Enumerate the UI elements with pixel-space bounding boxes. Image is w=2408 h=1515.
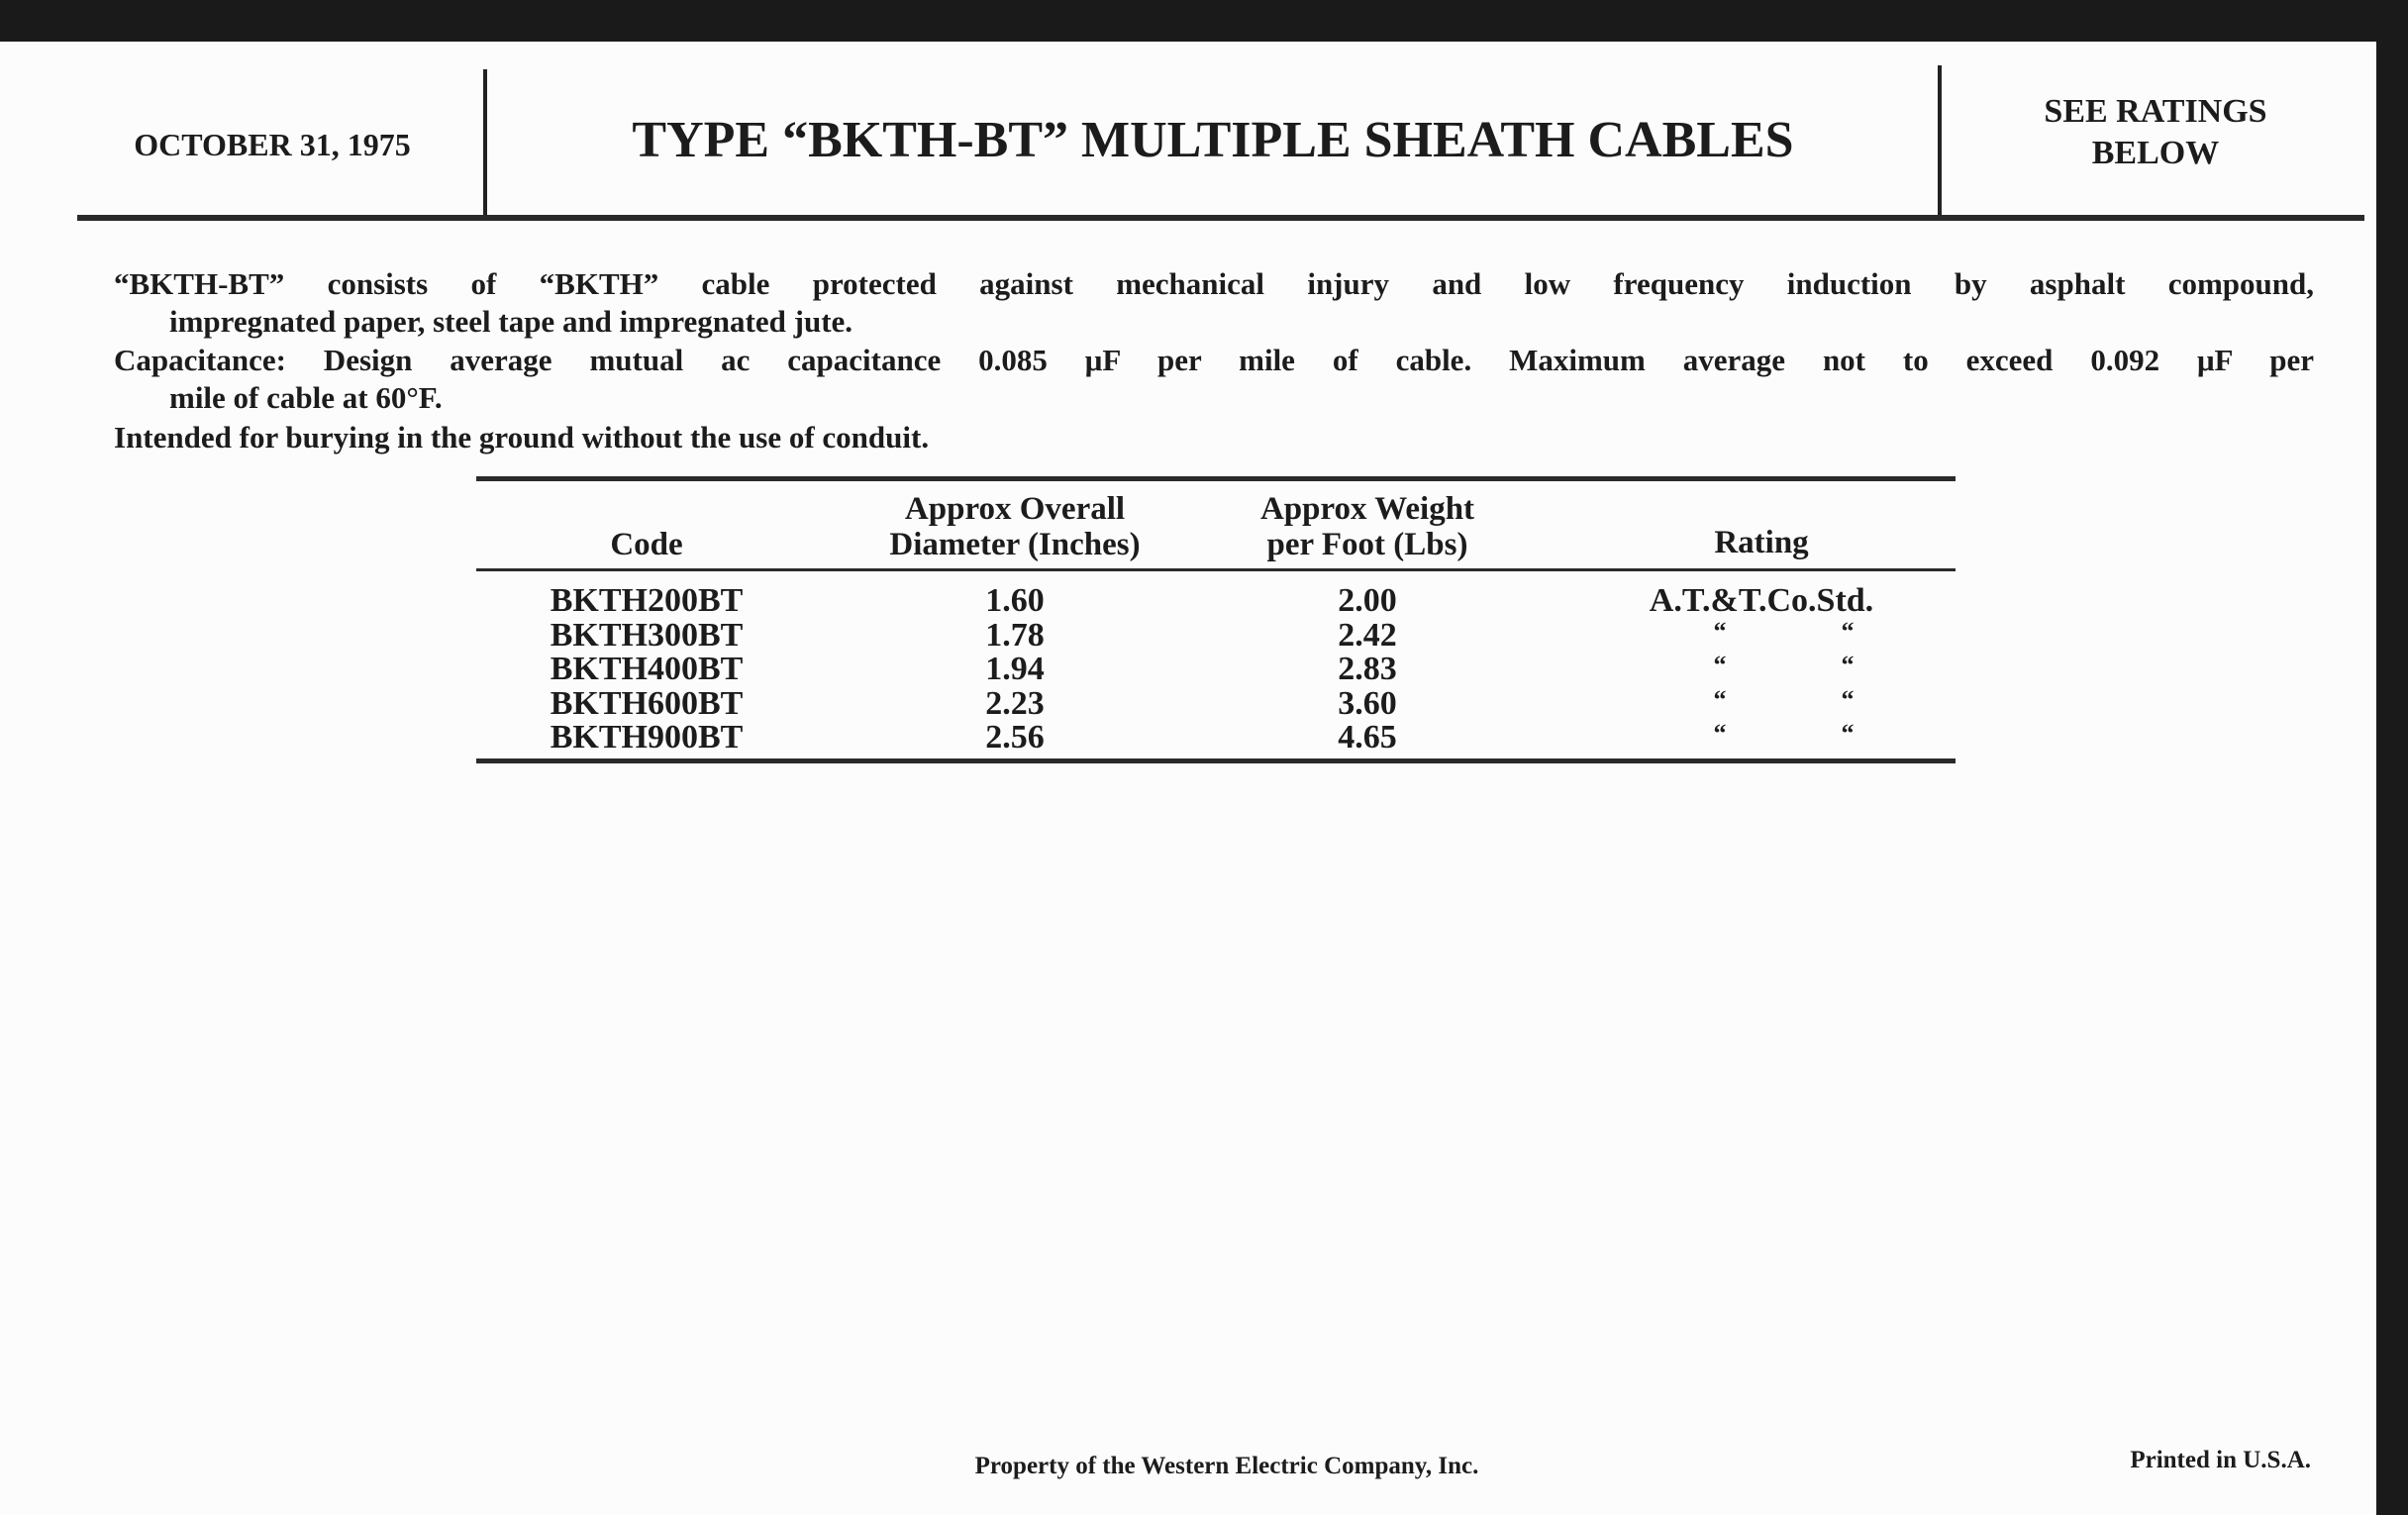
cell-diameter: 2.23: [985, 684, 1045, 722]
cell-weight: 2.00: [1338, 582, 1397, 619]
ditto-mark: “: [1841, 719, 1855, 748]
header-weight-line2: per Foot (Lbs): [1266, 527, 1468, 562]
cell-diameter: 2.56: [985, 719, 1045, 756]
header-rating: Rating: [1714, 525, 1809, 560]
page-title: TYPE “BKTH-BT” MULTIPLE SHEATH CABLES: [632, 112, 1794, 168]
cell-diameter: 1.60: [985, 582, 1045, 619]
ditto-mark: “: [1713, 651, 1727, 679]
cell-code: BKTH600BT: [550, 684, 744, 722]
cell-rating: A.T.&T.Co.Std.: [1649, 582, 1874, 619]
footer-property: Property of the Western Electric Company, Inc.: [974, 1453, 1479, 1479]
header-divider-right: [1938, 65, 1942, 216]
cell-weight: 4.65: [1338, 719, 1397, 756]
ditto-mark: “: [1841, 616, 1855, 646]
document-date: OCTOBER 31, 1975: [134, 127, 411, 162]
cell-code: BKTH900BT: [550, 719, 744, 756]
description-paragraph: [114, 265, 2314, 341]
header-divider-left: [483, 69, 487, 216]
cell-diameter: 1.78: [985, 616, 1045, 654]
header-code: Code: [610, 527, 683, 562]
table-header-rule: [476, 568, 1956, 571]
footer-printed: Printed in U.S.A.: [2130, 1447, 2311, 1473]
cell-weight: 2.42: [1338, 616, 1397, 654]
header-diameter-line2: Diameter (Inches): [889, 527, 1141, 562]
table-top-rule: [476, 476, 1956, 481]
header-weight-line1: Approx Weight: [1259, 491, 1475, 527]
capacitance-line2: mile of cable at 60°F.: [169, 380, 443, 415]
cell-weight: 3.60: [1338, 684, 1397, 722]
ditto-mark: “: [1713, 719, 1727, 748]
cell-code: BKTH200BT: [550, 582, 744, 619]
document-page: [0, 42, 2376, 1515]
table-bottom-rule: [476, 758, 1956, 763]
ratings-note-line2: BELOW: [2091, 135, 2220, 171]
header-rule: [77, 215, 2364, 221]
ditto-mark: “: [1713, 684, 1727, 714]
usage-paragraph: Intended for burying in the ground without the use of conduit.: [114, 420, 930, 454]
cell-weight: 2.83: [1338, 651, 1397, 687]
cell-code: BKTH400BT: [550, 651, 744, 687]
cell-code: BKTH300BT: [550, 616, 744, 654]
description-line1: “BKTH-BT” consists of “BKTH” cable protected against mechanical injury and low frequency induction by asphalt compound,: [114, 266, 2314, 301]
capacitance-line1: Capacitance: Design average mutual ac capacitance 0.085 μF per mile of cable. Maximum average not to exceed 0.092 μF per: [114, 343, 2314, 377]
ditto-mark: “: [1841, 684, 1855, 714]
ditto-mark: “: [1713, 616, 1727, 646]
ditto-mark: “: [1841, 651, 1855, 679]
capacitance-paragraph: [114, 342, 2314, 417]
header-diameter-line1: Approx Overall: [904, 491, 1126, 527]
description-line2: impregnated paper, steel tape and impregnated jute.: [169, 304, 853, 339]
cell-diameter: 1.94: [985, 651, 1045, 687]
ratings-note-line1: SEE RATINGS: [2044, 93, 2267, 130]
